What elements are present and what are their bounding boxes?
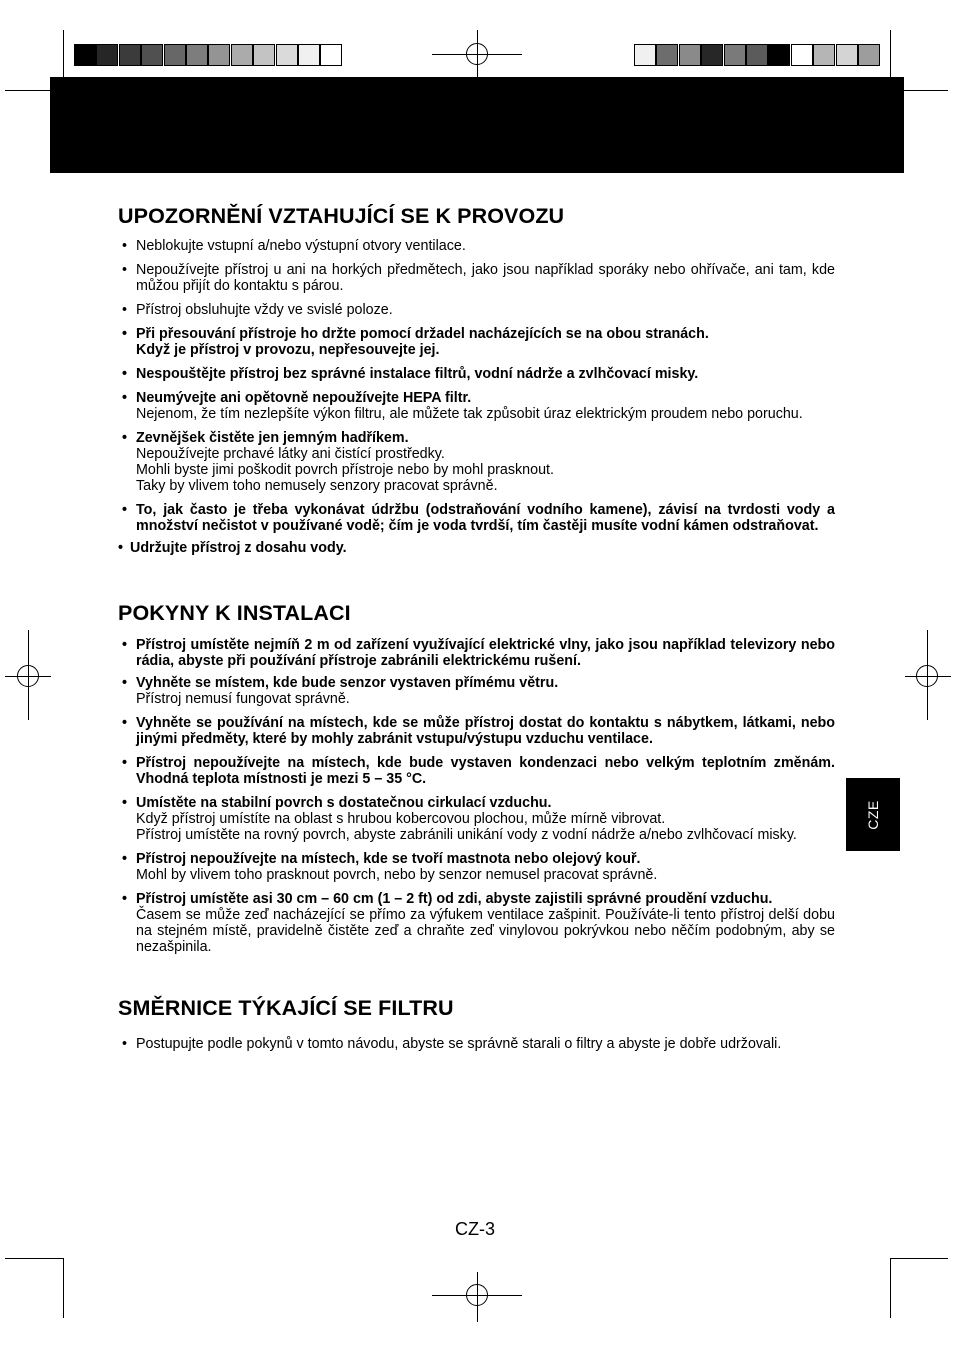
item-text: Mohl by vlivem toho prasknout povrch, nebo by senzor nemusel pracovat správně. bbox=[136, 867, 658, 883]
item-text: Když přístroj umístíte na oblast s hrubou kobercovou plochou, může mírně vibrovat. bbox=[136, 811, 666, 827]
list-item bbox=[118, 795, 835, 843]
item-bold-text: • Nespouštějte přístroj bez správné instalace filtrů, vodní nádrže a zvlhčovací misky. bbox=[136, 366, 699, 382]
filter-list bbox=[118, 1036, 835, 1052]
item-text: Taky by vlivem toho nemusely senzory pracovat správně. bbox=[136, 478, 498, 494]
section-title-operation: UPOZORNĚNÍ VZTAHUJÍCÍ SE K PROVOZU bbox=[118, 204, 565, 228]
color-swatch bbox=[164, 44, 186, 66]
item-bold-text: • Neumývejte ani opětovně nepoužívejte HEPA filtr. bbox=[136, 390, 472, 406]
installation-list bbox=[118, 637, 835, 955]
color-swatch bbox=[768, 44, 790, 66]
list-item bbox=[118, 891, 835, 955]
list-item bbox=[118, 238, 835, 254]
item-bold-text: • Přístroj nepoužívejte na místech, kde se tvoří mastnota nebo olejový kouř. bbox=[136, 851, 641, 867]
item-text: Přístroj umístěte na rovný povrch, abyste zabránili unikání vody z vodní nádrže a/nebo zvlhčovací misky. bbox=[136, 827, 797, 843]
item-text: Nepoužívejte prchavé látky ani čistící prostředky. bbox=[136, 446, 445, 462]
list-item bbox=[118, 637, 835, 669]
color-swatch bbox=[96, 44, 118, 66]
list-item bbox=[118, 675, 835, 707]
color-swatch bbox=[186, 44, 208, 66]
list-item bbox=[118, 326, 835, 358]
item-bold-text: • Vyhněte se místem, kde bude senzor vystaven přímému větru. bbox=[136, 675, 559, 691]
color-swatch bbox=[746, 44, 768, 66]
registration-mark bbox=[17, 665, 39, 687]
item-bold-text: • To, jak často je třeba vykonávat údržbu (odstraňování vodního kamene), závisí na tvrdosti vody a množství nečistot v používané vodě; čím je voda tvrdší, tím častěji musíte vodní kámen odstraňovat. bbox=[136, 502, 835, 534]
color-swatch bbox=[858, 44, 880, 66]
list-item bbox=[118, 430, 835, 494]
list-item bbox=[118, 715, 835, 747]
item-bold-text: • Umístěte na stabilní povrch s dostatečnou cirkulací vzduchu. bbox=[136, 795, 552, 811]
item-bold-text: • Zevnějšek čistěte jen jemným hadříkem. bbox=[136, 430, 409, 446]
item-bold-text: • Přístroj umístěte asi 30 cm – 60 cm (1 – 2 ft) od zdi, abyste zajistili správné proudění vzduchu. bbox=[136, 891, 773, 907]
color-swatch bbox=[231, 44, 253, 66]
color-swatch bbox=[634, 44, 656, 66]
item-text: Mohli byste jimi poškodit povrch přístroje nebo by mohl prasknout. bbox=[136, 462, 554, 478]
list-item bbox=[118, 1036, 835, 1052]
language-tab bbox=[846, 778, 900, 851]
page-number: CZ-3 bbox=[455, 1219, 495, 1239]
item-text: • Neblokujte vstupní a/nebo výstupní otvory ventilace. bbox=[136, 238, 466, 254]
section-title-installation: POKYNY K INSTALACI bbox=[118, 601, 351, 625]
color-swatch bbox=[119, 44, 141, 66]
list-item bbox=[118, 502, 835, 534]
color-swatch bbox=[813, 44, 835, 66]
registration-mark bbox=[916, 665, 938, 687]
color-swatch bbox=[836, 44, 858, 66]
item-bold-text: Když je přístroj v provozu, nepřesouvejte jej. bbox=[136, 342, 440, 358]
list-item bbox=[118, 302, 835, 318]
header-band bbox=[50, 77, 904, 173]
item-bold-text: • Přístroj umístěte nejmíň 2 m od zařízení využívající elektrické vlny, jako jsou například televizory nebo rádia, abyste při používání přístroje zabránili elektrickému rušení. bbox=[136, 637, 835, 669]
item-text: Přístroj nemusí fungovat správně. bbox=[136, 691, 350, 707]
list-item bbox=[118, 390, 835, 422]
item-text: • Postupujte podle pokynů v tomto návodu, abyste se správně starali o filtry a abyste je dobře udržovali. bbox=[136, 1036, 782, 1052]
color-swatch bbox=[320, 44, 342, 66]
list-item bbox=[118, 366, 835, 382]
item-bold-text: • Udržujte přístroj z dosahu vody. bbox=[130, 540, 347, 556]
color-swatch bbox=[253, 44, 275, 66]
operation-warnings-list bbox=[118, 238, 835, 556]
color-swatch bbox=[74, 44, 96, 66]
list-item bbox=[118, 755, 835, 787]
item-bold-text: • Vyhněte se používání na místech, kde se může přístroj dostat do kontaktu s nábytkem, látkami, nebo jinými předměty, které by mohly zabránit vstupu/výstupu vzduchu ventilace. bbox=[136, 715, 835, 747]
item-bold-text: • Přístroj nepoužívejte na místech, kde bude vystaven kondenzaci nebo velkým teplotním změnám. Vhodná teplota místnosti je mezi 5 – 35 °C. bbox=[136, 755, 835, 787]
color-swatch bbox=[141, 44, 163, 66]
color-swatch bbox=[276, 44, 298, 66]
registration-mark bbox=[466, 43, 488, 65]
language-tab-label: CZE bbox=[865, 799, 881, 830]
color-swatch bbox=[656, 44, 678, 66]
list-item bbox=[118, 540, 835, 556]
item-text: Nejenom, že tím nezlepšíte výkon filtru, ale můžete tak způsobit úraz elektrickým proudem nebo poruchu. bbox=[136, 406, 803, 422]
list-item bbox=[118, 262, 835, 294]
color-swatch bbox=[208, 44, 230, 66]
color-swatch bbox=[724, 44, 746, 66]
item-text: Časem se může zeď nacházející se přímo za výfukem ventilace zašpinit. Používáte-li tento přístroj delší dobu na stejném místě, pravidelně čistěte zeď a chraňte zeď vinylovou pokrývkou nebo něčím podobným, aby se nezašpinila. bbox=[136, 907, 835, 955]
color-swatch bbox=[701, 44, 723, 66]
color-swatch bbox=[298, 44, 320, 66]
item-bold-text: • Při přesouvání přístroje ho držte pomocí držadel nacházejících se na obou stranách. bbox=[136, 326, 709, 342]
color-swatch bbox=[791, 44, 813, 66]
section-title-filter: SMĚRNICE TÝKAJÍCÍ SE FILTRU bbox=[118, 996, 454, 1020]
list-item bbox=[118, 851, 835, 883]
item-text: • Nepoužívejte přístroj u ani na horkých předmětech, jako jsou například sporáky nebo ohřívače, ani tam, kde můžou přijít do kontaktu s párou. bbox=[136, 262, 835, 294]
color-swatch bbox=[679, 44, 701, 66]
item-text: • Přístroj obsluhujte vždy ve svislé poloze. bbox=[136, 302, 393, 318]
registration-mark bbox=[466, 1284, 488, 1306]
